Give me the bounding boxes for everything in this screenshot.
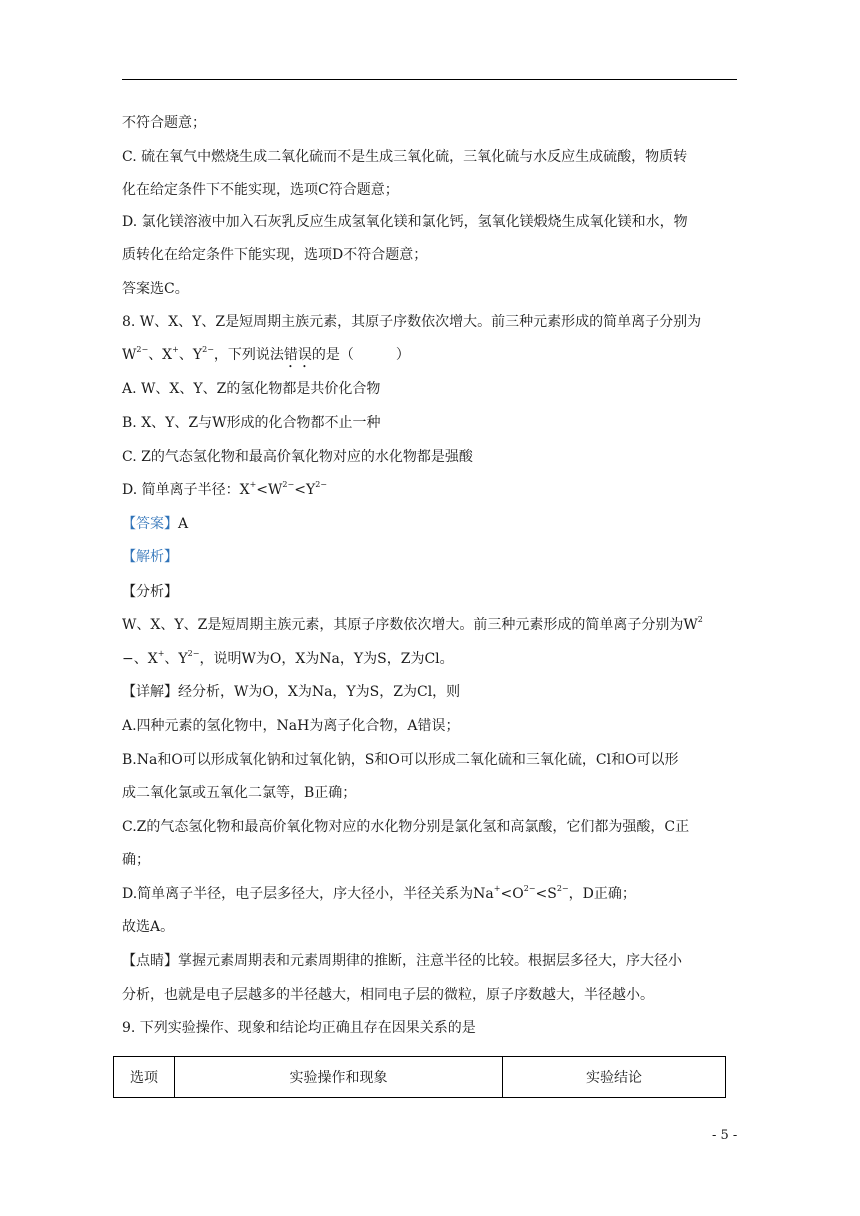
- options-table: [113, 1056, 726, 1098]
- answer-line: [122, 515, 188, 533]
- detail-intro: 【详解】经分析，W为O，X为Na，Y为S，Z为Cl，则: [122, 684, 461, 700]
- detail-b-2: 成二氧化氯或五氧化二氯等，B正确；: [122, 785, 357, 801]
- question-8-stem-cont: $W^{2-}$、X+、$Y^{2-}$，下列说法错误的是（ ）: [122, 345, 410, 363]
- conclusion: 故选A。: [122, 919, 175, 935]
- text-line: C. 硫在氧气中燃烧生成二氧化硫而不是生成三氧化硫，三氧化硫与水反应生成硫酸，物质转: [122, 149, 688, 165]
- table-header-cell: 选项: [114, 1057, 175, 1098]
- fenxi-line-2: −、X+、$Y^{2-}$，说明W为O，X为Na，Y为S，Z为Cl。: [122, 649, 454, 667]
- text-line: D. 氯化镁溶液中加入石灰乳反应生成氢氧化镁和氯化钙，氢氧化镁煅烧生成氧化镁和水，物: [122, 214, 688, 230]
- dianjing-line-2: 分析，也就是电子层越多的半径越大，相同电子层的微粒，原子序数越大，半径越小。: [122, 987, 654, 1003]
- emphasis-word: 错误: [283, 347, 312, 363]
- text-line: 不符合题意；: [122, 115, 206, 131]
- table-header-row: [114, 1057, 726, 1098]
- page-number: - 5 -: [712, 1128, 738, 1143]
- option-a: A. W、X、Y、Z的氢化物都是共价化合物: [122, 381, 381, 397]
- text-line: 质转化在给定条件下能实现，选项D不符合题意；: [122, 247, 428, 263]
- header-rule: [122, 79, 737, 80]
- answer-tag: 【答案】: [122, 516, 178, 532]
- table-header-cell: 实验操作和现象: [175, 1057, 503, 1098]
- fenxi-tag: 【分析】: [122, 584, 178, 600]
- option-d: D. 简单离子半径：$X^+<W^{2-}<Y^{2-}$: [122, 480, 327, 498]
- text-line: 答案选C。: [122, 281, 189, 297]
- detail-b-1: B.Na和O可以形成氧化钠和过氧化钠，S和O可以形成二氧化硫和三氧化硫，Cl和O可以形: [122, 752, 679, 768]
- option-b: B. X、Y、Z与W形成的化合物都不止一种: [122, 415, 381, 431]
- text-line: 化在给定条件下不能实现，选项C符合题意；: [122, 182, 399, 198]
- option-c: C. Z的气态氢化物和最高价氧化物对应的水化物都是强酸: [122, 449, 473, 465]
- question-8-stem: 8. W、X、Y、Z是短周期主族元素，其原子序数依次增大。前三种元素形成的简单离子分别为: [122, 314, 702, 330]
- analysis-tag: 【解析】: [122, 549, 178, 565]
- detail-c-2: 确；: [122, 852, 150, 868]
- table-header-cell: 实验结论: [503, 1057, 726, 1098]
- detail-a: A.四种元素的氢化物中，NaH为离子化合物，A错误；: [122, 718, 460, 734]
- detail-d: D.简单离子半径，电子层多径大，序大径小，半径关系为$Na^+<O^{2-}<S^{2-}$，D正确；: [122, 884, 636, 902]
- question-9-stem: 9. 下列实验操作、现象和结论均正确且存在因果关系的是: [122, 1020, 476, 1036]
- fenxi-line-1: W、X、Y、Z是短周期主族元素，其原子序数依次增大。前三种元素形成的简单离子分别为$W^2$: [122, 615, 703, 633]
- answer-value: A: [178, 516, 189, 532]
- detail-c-1: C.Z的气态氢化物和最高价氧化物对应的水化物分别是氯化氢和高氯酸，它们都为强酸，C正: [122, 819, 690, 835]
- dianjing-line-1: 【点睛】掌握元素周期表和元素周期律的推断，注意半径的比较。根据层多径大，序大径小: [122, 953, 682, 969]
